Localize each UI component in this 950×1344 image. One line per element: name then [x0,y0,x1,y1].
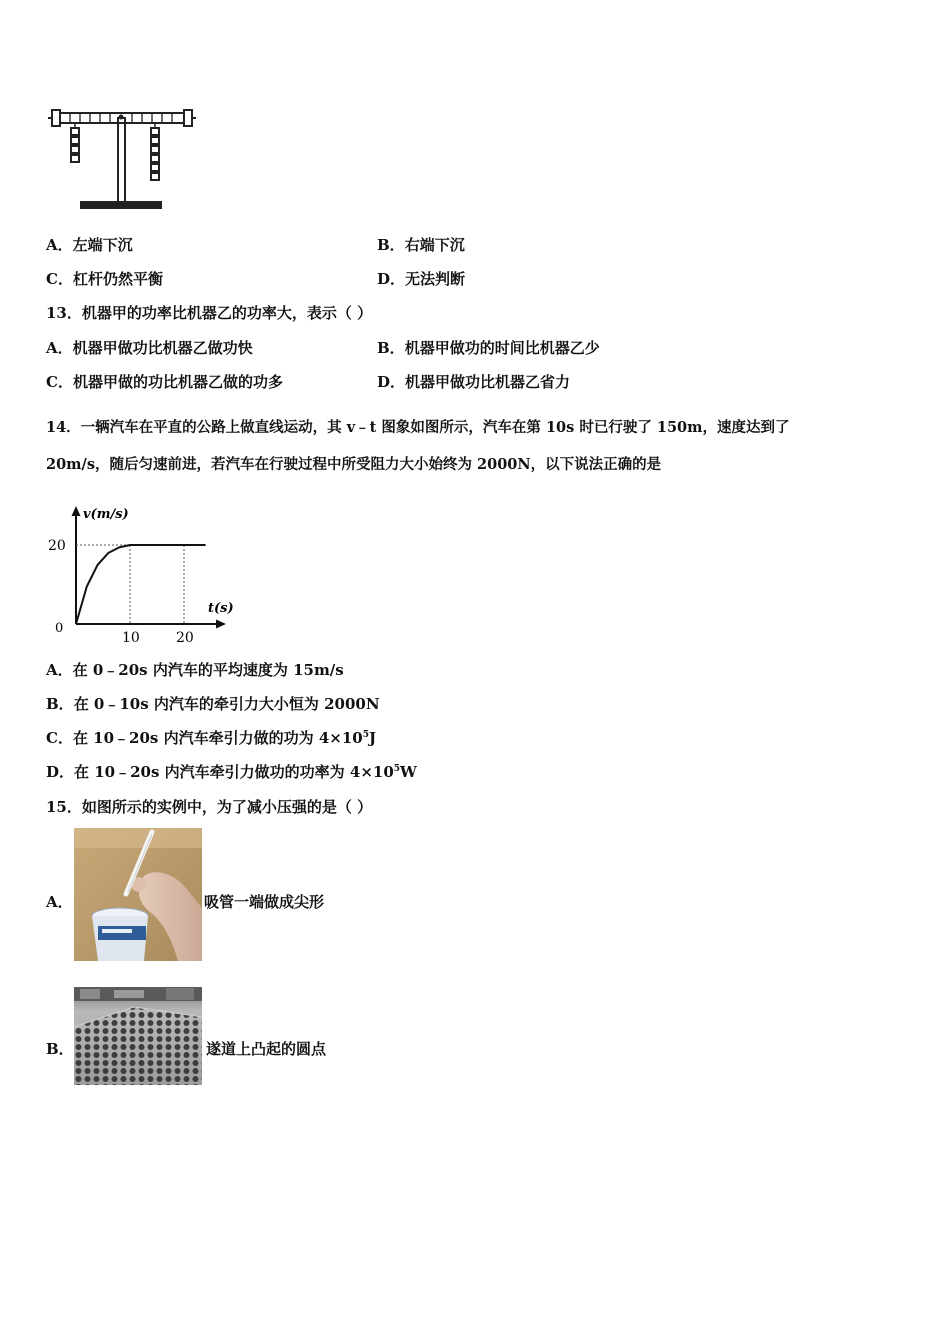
y-axis-arrow [72,506,81,516]
q15-option-a-text: 吸管一端做成尖形 [204,893,325,911]
q12-option-d: D．无法判断 [377,270,466,288]
q13-option-d: D．机器甲做功比机器乙省力 [377,373,571,391]
vt-graph [46,502,246,652]
exponent: 5 [393,764,401,774]
q14-option-d: D．在 10﹣20s 内汽车牵引力做功的功率为 $4\times 10^5W$ [46,763,417,781]
q15-option-b-letter: B． [46,1040,74,1058]
x-tick-label-20: 20 [176,630,194,646]
tactile-paving-photo [74,987,202,1085]
x-axis-arrow [216,620,226,629]
q12-option-a: A．左端下沉 [46,236,133,254]
q12-option-b: B．右端下沉 [377,236,465,254]
origin-label: 0 [55,621,64,636]
q14-stem-line2: 20m/s，随后匀速前进，若汽车在行驶过程中所受阻力大小始终为 2000N，以下说法正确的是 [46,456,662,473]
q14-option-c: C．在 10﹣20s 内汽车牵引力做的功为 $4\times 10^5J$ [46,729,377,747]
q15-stem: 15．如图所示的实例中，为了减小压强的是（ ） [46,798,373,816]
q15-option-a-letter: A． [46,893,73,911]
straw-cup-photo [74,828,202,961]
x-tick-label-10: 10 [122,630,140,646]
q14-option-a: A．在 0﹣20s 内汽车的平均速度为 15m/s [46,661,344,679]
q13-stem: 13．机器甲的功率比机器乙的功率大，表示（ ） [46,304,373,322]
q14-stem-line1: 14．一辆汽车在平直的公路上做直线运动，其 v﹣t 图象如图所示，汽车在第 10s 时已行驶了 150m，速度达到了 [46,419,790,436]
q13-option-c: C．机器甲做的功比机器乙做的功多 [46,373,283,391]
q13-option-b: B．机器甲做功的时间比机器乙少 [377,339,600,357]
q14-option-b: B．在 0﹣10s 内汽车的牵引力大小恒为 2000N [46,695,380,713]
q12-option-c: C．杠杆仍然平衡 [46,270,163,288]
exponent: 5 [362,730,369,740]
x-axis-label: t(s) [208,601,234,616]
lever-figure [48,106,196,214]
y-tick-label: 20 [48,538,66,554]
velocity-curve [76,545,206,624]
y-axis-label: v(m/s) [83,507,129,522]
q15-option-b-text: 遂道上凸起的圆点 [206,1040,327,1058]
q13-option-a: A．机器甲做功比机器乙做功快 [46,339,253,357]
